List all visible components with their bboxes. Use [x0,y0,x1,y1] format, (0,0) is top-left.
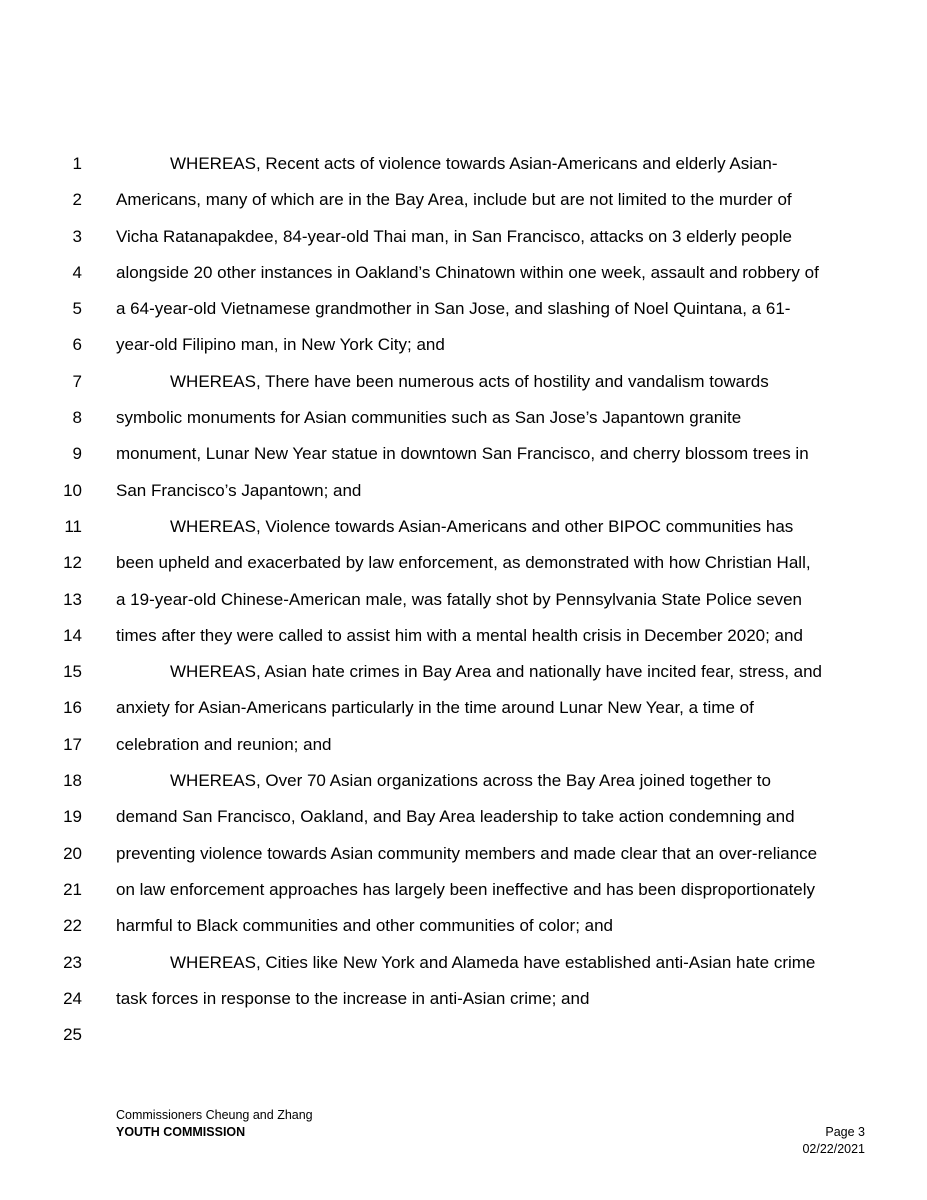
line-text: a 19-year-old Chinese-American male, was fatally shot by Pennsylvania State Police seven [116,589,803,609]
line-number: 14 [63,625,82,645]
document-line [0,473,927,509]
line-number: 1 [72,154,82,173]
line-text: harmful to Black communities and other communities of color; and [116,916,614,936]
document-line [0,872,927,908]
numbered-lines [0,146,927,1053]
line-number: 10 [63,480,82,500]
line-number: 22 [63,916,82,936]
line-text: celebration and reunion; and [116,734,332,754]
line-number: 24 [63,988,82,1008]
line-text: on law enforcement approaches has largely been ineffective and has been disproportionately [116,879,816,899]
line-number: 3 [72,226,82,246]
footer-date: 02/22/2021 [802,1142,865,1156]
document-line [0,400,927,436]
line-number: 21 [63,879,82,899]
line-text: WHEREAS, Recent acts of violence towards Asian-Americans and elderly Asian- [170,154,778,173]
line-number: 7 [72,371,82,391]
line-text: monument, Lunar New Year statue in downtown San Francisco, and cherry blossom trees in [116,444,809,464]
document-line [0,981,927,1017]
line-text: anxiety for Asian-Americans particularly in the time around Lunar New Year, a time of [116,698,754,718]
line-text: symbolic monuments for Asian communities such as San Jose’s Japantown granite [116,408,742,428]
line-number: 8 [72,408,82,428]
document-line [0,799,927,835]
line-number: 23 [63,952,82,972]
line-text: WHEREAS, Violence towards Asian-Americans and other BIPOC communities has [170,516,794,536]
line-number: 11 [64,516,82,536]
document-line [0,727,927,763]
line-text: year-old Filipino man, in New York City; and [116,335,445,355]
footer-left [116,1107,313,1141]
line-number: 4 [72,262,82,282]
document-line [0,1017,927,1053]
document-line [0,436,927,472]
document-line [0,146,927,182]
line-text: WHEREAS, There have been numerous acts of hostility and vandalism towards [170,371,769,391]
line-text: San Francisco’s Japantown; and [116,480,362,500]
line-number: 5 [72,299,82,319]
line-text: times after they were called to assist him with a mental health crisis in December 2020; and [116,625,803,645]
document-line [0,364,927,400]
line-text: task forces in response to the increase in anti-Asian crime; and [116,988,590,1008]
line-number: 2 [72,190,82,210]
document-line [0,654,927,690]
line-number: 20 [63,843,82,863]
line-text: WHEREAS, Over 70 Asian organizations across the Bay Area joined together to [170,771,771,791]
document-line [0,582,927,618]
line-text: a 64-year-old Vietnamese grandmother in San Jose, and slashing of Noel Quintana, a 61- [116,299,791,319]
line-text: Americans, many of which are in the Bay Area, include but are not limited to the murder of [116,190,792,210]
line-text: demand San Francisco, Oakland, and Bay Area leadership to take action condemning and [116,807,795,827]
line-text: Vicha Ratanapakdee, 84-year-old Thai man, in San Francisco, attacks on 3 elderly people [116,226,792,246]
footer-right [802,1124,865,1158]
line-number: 12 [63,553,82,573]
footer-authors: Commissioners Cheung and Zhang [116,1108,313,1122]
line-number: 15 [63,662,82,682]
line-text: WHEREAS, Cities like New York and Alameda have established anti-Asian hate crime [170,952,816,972]
document-line [0,945,927,981]
line-text: WHEREAS, Asian hate crimes in Bay Area and nationally have incited fear, stress, and [170,662,823,682]
line-number: 13 [63,589,82,609]
line-number: 18 [63,771,82,791]
line-number: 19 [63,807,82,827]
document-line [0,219,927,255]
document-line [0,327,927,363]
line-number: 9 [72,444,82,464]
document-line [0,908,927,944]
document-line [0,836,927,872]
document-line [0,509,927,545]
footer-organization: YOUTH COMMISSION [116,1125,246,1139]
document-line [0,545,927,581]
line-number: 25 [63,1025,82,1045]
line-text: been upheld and exacerbated by law enforcement, as demonstrated with how Christian Hall, [116,553,811,573]
line-number: 17 [63,734,82,754]
document-line [0,690,927,726]
line-text: preventing violence towards Asian community members and made clear that an over-reliance [116,843,818,863]
document-line [0,763,927,799]
document-line [0,182,927,218]
line-number: 16 [63,698,82,718]
document-line [0,255,927,291]
document-line [0,291,927,327]
document-line [0,618,927,654]
line-number: 6 [72,335,82,355]
footer-page-number: Page 3 [825,1125,865,1139]
line-text: alongside 20 other instances in Oakland’s Chinatown within one week, assault and robbery of [116,262,819,282]
